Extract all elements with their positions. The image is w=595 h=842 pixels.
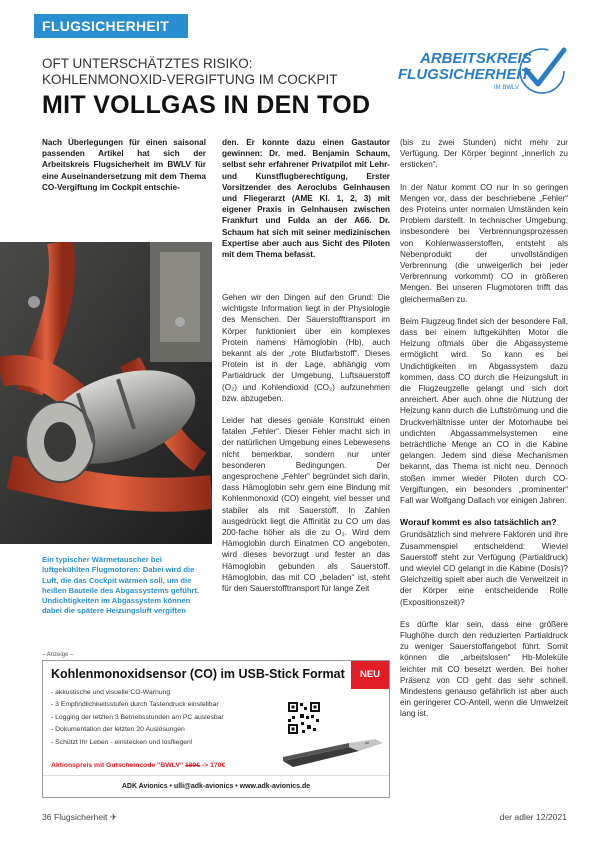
body-paragraph: Grundsätzlich sind mehrere Faktoren und ihre Zusammenspiel entscheidend: Wieviel Sauerstoff steht zur Verfügung (Partialdruck) und wieviel CO gelangt in die Kabine (Dosis)? Gleichzeitig spielt aber auch die Verweilzeit in der Körper eine entscheidende Rolle (Expositionszeit)? bbox=[400, 530, 568, 607]
body-paragraph: (bis zu zwei Stunden) nicht mehr zur Verfügung. Der Körper beginnt „innerlich zu ersticken“. bbox=[400, 138, 568, 170]
qr-code-icon[interactable] bbox=[287, 701, 321, 735]
list-item: - Logging der letzten 3 Betriebsstunden am PC auslesbar bbox=[51, 713, 224, 721]
advertisement[interactable] bbox=[42, 660, 390, 798]
engine-illustration bbox=[0, 242, 212, 544]
article-kicker bbox=[42, 56, 372, 88]
body-paragraph: Beim Flugzeug findet sich der besondere Fall, dass bei einem luftgekühlten Motor die Heizung oftmals über die Abgassysteme ermöglicht wird. So kann es bei Undichtigkeiten im Abgassystem dazu kommen, dass CO durch die Heizungsluft in die Flugzeugzelle gelangt und sich dort anreichert. Aber auch ohne die Nutzung der Heizung kann durch die Luftströmung und die Druckverhältnisse unter der Motorhaube bei undichten Abgassammelsystemen eine beträchtliche Menge an CO in die Kabine gelangen. Jedem sind diese Mechanismen bekannt, das Thema ist nicht neu. Dennoch stoßen immer wieder Piloten durch CO-Vergiftungen, ein besonders „prominenter“ Fall war Wolfgang Dallach vor einigen Jahren. bbox=[400, 316, 568, 506]
list-item: - Dokumentation der letzten 20 Auslösungen bbox=[51, 726, 185, 734]
intro-paragraph-part-1: Nach Überlegungen für einen saisonal passenden Artikel hat sich der Arbeitskreis Flugsicherheit im BWLV für eine Auseinandersetzung mit dem Thema CO-Vergiftung im Cockpit entschie- bbox=[42, 138, 206, 192]
kicker-line-2: KOHLENMONOXID-VERGIFTUNG IM COCKPIT bbox=[42, 72, 338, 87]
logo-line-3: IM BWLV bbox=[494, 85, 519, 91]
column-2-body bbox=[222, 292, 390, 605]
heat-exchanger-photo bbox=[0, 242, 212, 544]
logo-line-2: FLUGSICHERHEIT bbox=[398, 66, 530, 83]
list-item: - Schützt Ihr Leben - einstecken und losfliegen! bbox=[51, 738, 193, 746]
logo-line-1: ARBEITSKREIS bbox=[420, 50, 532, 67]
old-price: 189€ bbox=[184, 762, 201, 769]
new-price: -> 170€ bbox=[200, 762, 226, 769]
intro-paragraph-part-2: den. Er konnte dazu einen Gastautor gewinnen: Dr. med. Benjamin Schaum, selbst sehr erfahrener Privatpilot mit Lehr- und Kunstflugberechtigung, Erster Vorsitzender des Aeroclubs Gelnhausen und Fliegerarzt (AME Kl. 1, 2, 3) mit eigener Praxis in Gelnhausen zwischen Frankfurt und Fulda an der A66. Dr. Schaum hat sich mit seiner medizinischen Expertise aber auch aus Sicht des Piloten mit dem Thema befasst. bbox=[222, 138, 390, 260]
article-headline: MIT VOLLGAS IN DEN TOD bbox=[42, 91, 371, 119]
body-paragraph: In der Natur kommt CO nur in so geringen Mengen vor, dass der beschriebene „Fehler“ des Proteins unter normalen Umständen kein Problem darstellt. In technischer Umgebung, insbesondere bei Verbrennungsprozessen von Kohlenwasserstoffen, entsteht als Nebenprodukt der unvollständigen Verbrennung (die unweigerlich bei jeder Verbrennung vorkommt) CO in größeren Mengen. Bei unseren Flugmotoren trifft das gleichermaßen zu. bbox=[400, 182, 568, 304]
list-item: - akkustische und visuelle CO-Warnung bbox=[51, 689, 171, 696]
page-number: 36 Flugsicherheit ✈ bbox=[42, 812, 118, 822]
ad-feature-list bbox=[51, 687, 281, 749]
ad-label: – Anzeige – bbox=[42, 652, 74, 658]
section-label: FLUGSICHERHEIT bbox=[34, 14, 188, 38]
issue-label: der adler 12/2021 bbox=[499, 812, 567, 822]
ad-contact-footer: ADK Avionics • ulli@adk-avionics • www.adk-avionics.de bbox=[43, 775, 389, 797]
subheading: Worauf kommt es also tatsächlich an? bbox=[400, 517, 557, 528]
body-paragraph: Es dürfte klar sein, dass eine größere Flughöhe durch den reduzierten Partialdruck zu weniger Sauerstoffangebot führt. Somit können die „arbeitslosen“ Hb-Moleküle leichter mit CO besetzt werden. Bei hoher Präsenz von CO geht das sehr schnell. Mindestens genauso gefährlich ist aber auch ein geringerer CO-Anteil, wenn die Umwelzeit lang ist. bbox=[400, 619, 568, 719]
promo-text: Aktionspreis mit Gutscheincode "BWLV" bbox=[51, 762, 185, 769]
photo-caption: Ein typischer Wärmetauscher bei luftgekühlten Flugmotoren: Dabei wird die Luft, die das Cockpit wärmen soll, um die heißen Bauteile des Abgassystems geführt. Undichtigkeiten im Abgassystem können dabei die spätere Heizungsluft vergiften bbox=[42, 555, 200, 616]
ad-title: Kohlenmonoxidsensor (CO) im USB-Stick Format bbox=[51, 667, 345, 681]
column-3-body bbox=[400, 137, 568, 731]
body-paragraph: Leider hat dieses geniale Konstrukt einen fatalen „Fehler“. Dieser Fehler macht sich in der natürlichen Umgebung eines Lebewesens nicht bemerkbar, sondern nur unter besonderen Bedingungen. Der angesprochene „Fehler“ begründet sich darin, dass Hämoglobin sehr gern eine Bindung mit Kohlenmonoxid (CO) eingeht, viel besser und stabiler als mit Sauerstoff. In Zahlen ausgedrückt liegt die Affinität zu CO um das 200-fache höher als die zu O₂. Wird dem Hämoglobin durch Einatmen CO angeboten, wird dieses bevorzugt und fester an das Hämoglobin gebunden als Sauerstoff. Hämoglobin, das mit CO „beladen“ ist, steht für den Sauerstofftransport für lange Zeit bbox=[222, 416, 390, 594]
arbeitskreis-logo bbox=[398, 46, 568, 102]
body-paragraph: Gehen wir den Dingen auf den Grund: Die wichtigste Information liegt in der Physiologie des Menschen. Der Sauerstofftransport im Körper funktioniert über ein komplexes Protein namens Hämoglobin (Hb), auch bekannt als der „rote Blutfarbstoff“. Dieses Protein ist in der Lage, abhängig vom Partialdruck der Umgebung, Luftsauerstoff (O₂) und Kohlendioxid (CO₂) aufzunehmen bzw. abzugeben. bbox=[222, 293, 390, 403]
new-badge: NEU bbox=[351, 661, 389, 689]
kicker-line-1: OFT UNTERSCHÄTZTES RISIKO: bbox=[42, 56, 253, 71]
ad-promo bbox=[51, 762, 225, 769]
usb-stick-icon bbox=[279, 739, 387, 769]
list-item: - 3 Empfindlichkeitsstufen durch Tastendruck einstellbar bbox=[51, 701, 219, 709]
